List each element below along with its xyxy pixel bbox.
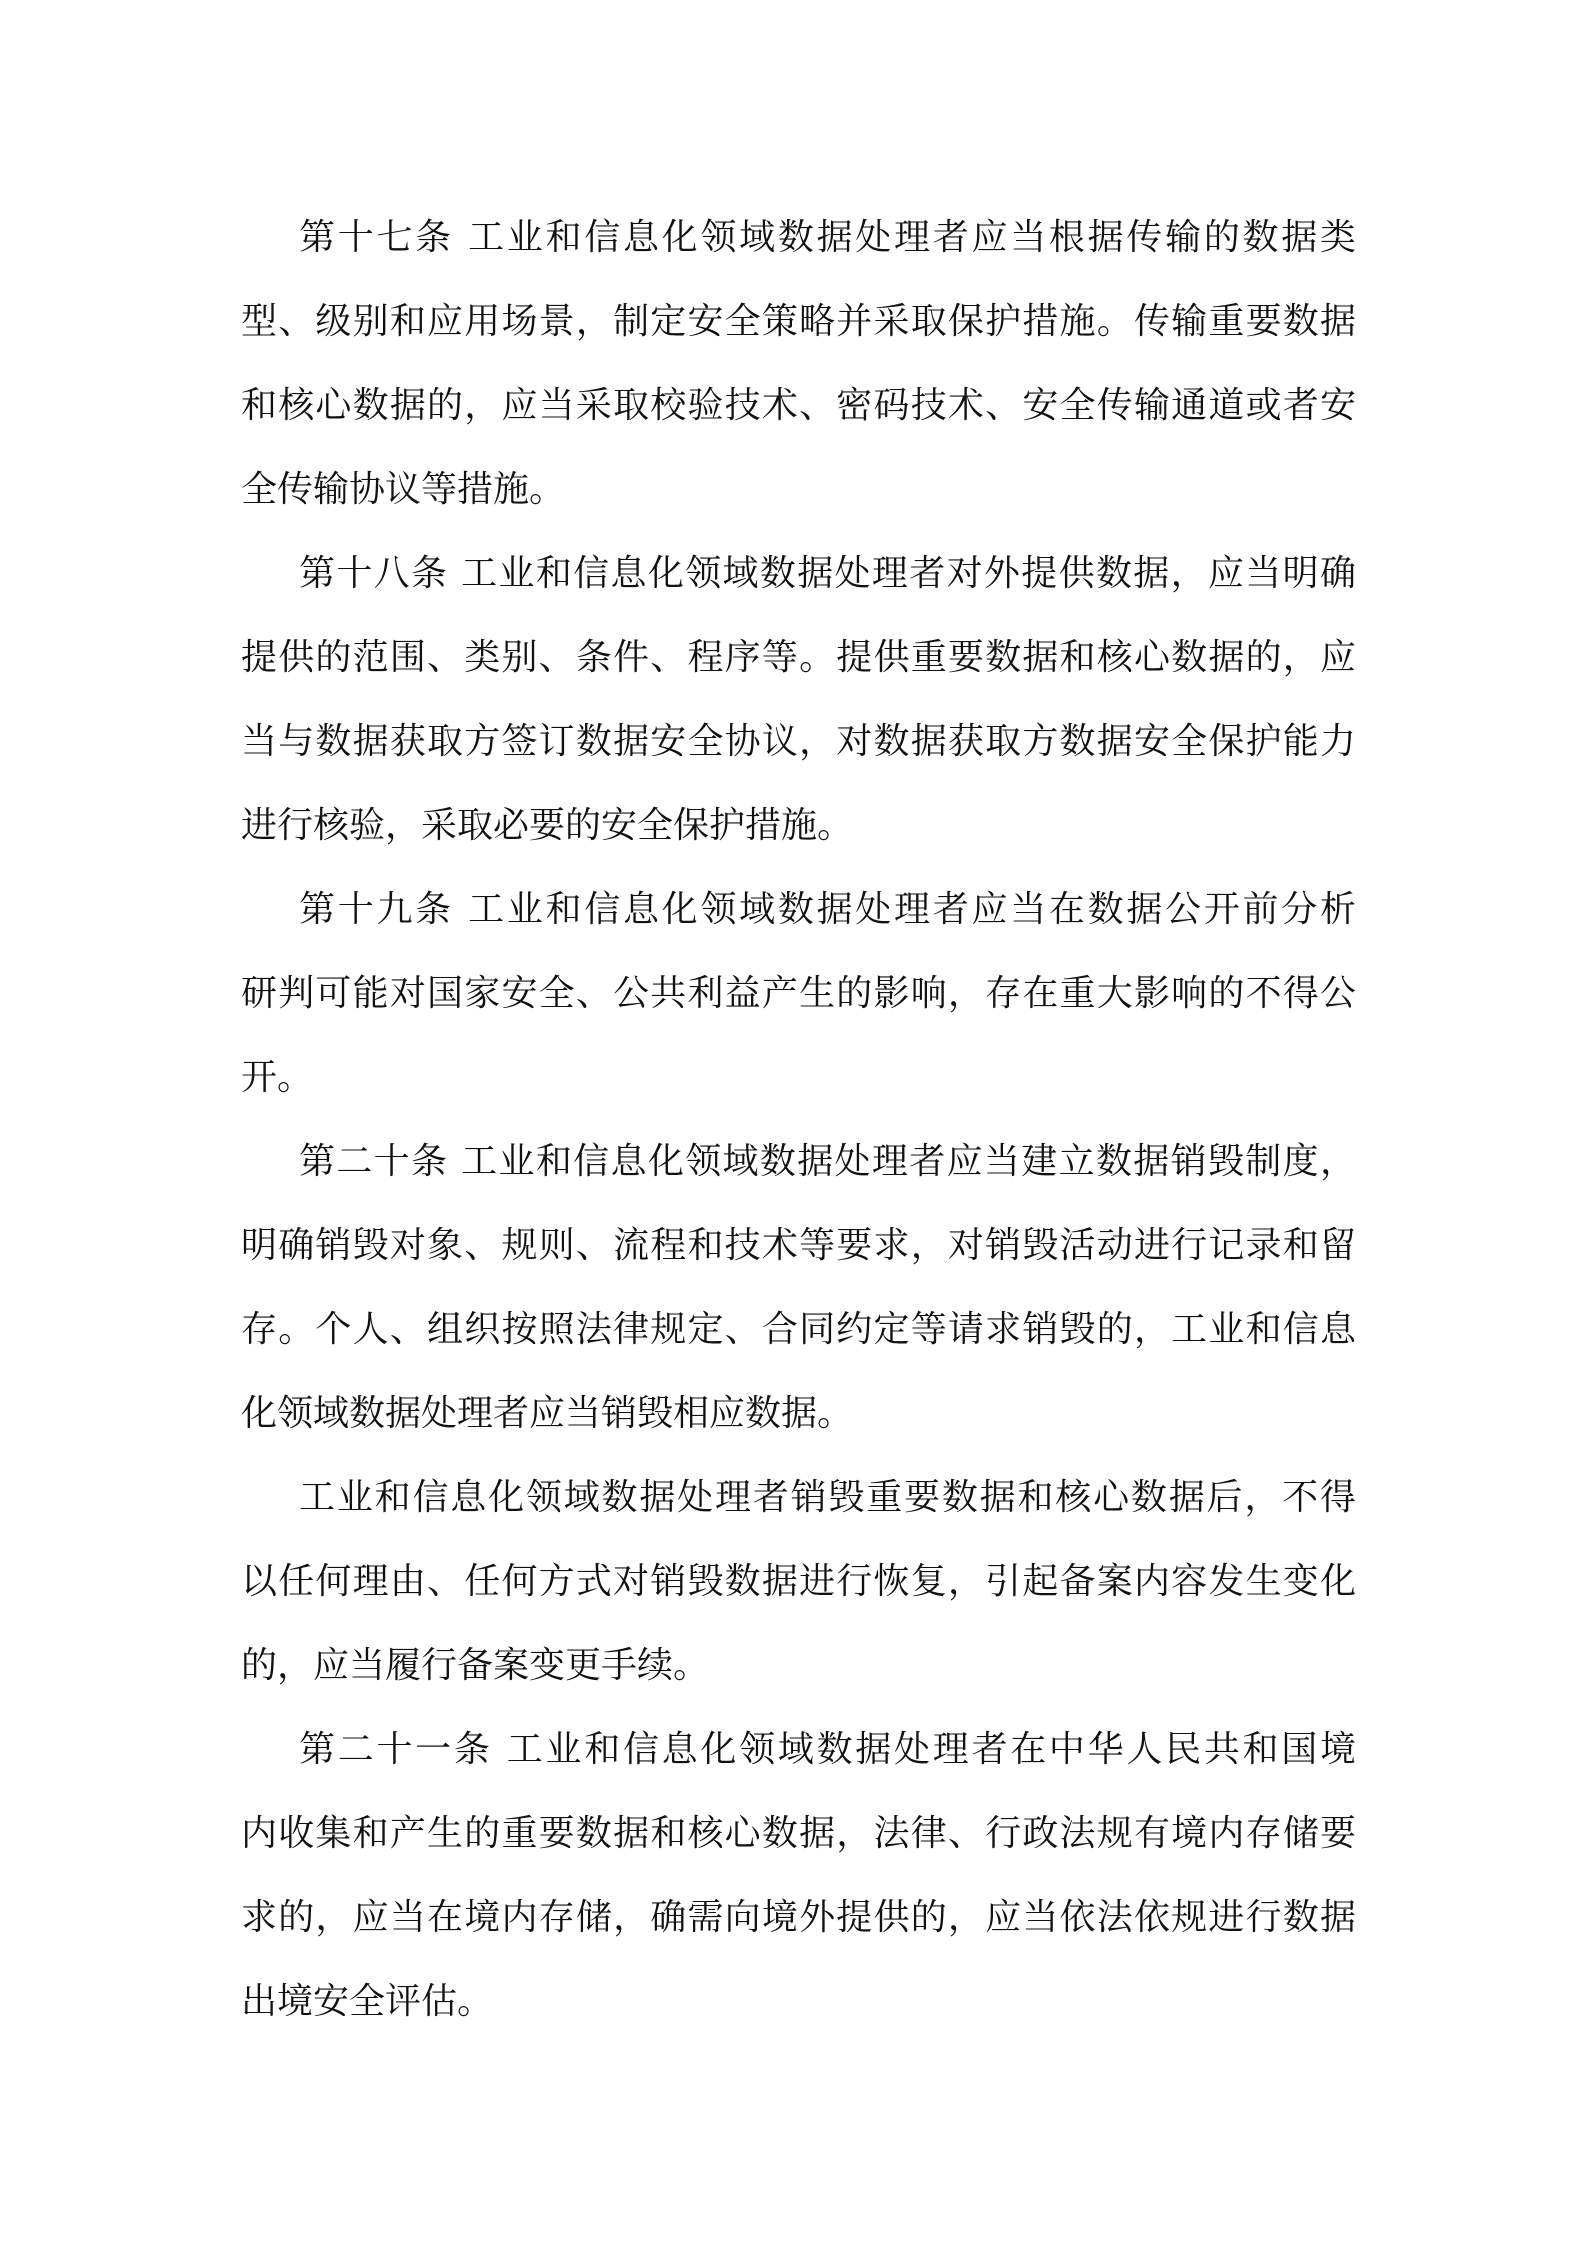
text-line: 第二十一条 工业和信息化领域数据处理者在中华人民共和国境 bbox=[299, 1729, 1356, 1770]
text-line: 进行核验，采取必要的安全保护措施。 bbox=[241, 805, 854, 846]
text-line: 内收集和产生的重要数据和核心数据，法律、行政法规有境内存储要 bbox=[241, 1813, 1356, 1854]
text-line: 当与数据获取方签订数据安全协议，对数据获取方数据安全保护能力 bbox=[241, 721, 1356, 762]
paragraph-article-19 bbox=[241, 868, 1356, 1120]
document-page bbox=[241, 196, 1356, 2044]
text-line: 和核心数据的，应当采取校验技术、密码技术、安全传输通道或者安 bbox=[241, 385, 1356, 426]
text-line: 工业和信息化领域数据处理者销毁重要数据和核心数据后，不得 bbox=[299, 1477, 1356, 1518]
text-line: 求的，应当在境内存储，确需向境外提供的，应当依法依规进行数据 bbox=[241, 1897, 1356, 1938]
text-line: 第十七条 工业和信息化领域数据处理者应当根据传输的数据类 bbox=[299, 217, 1356, 258]
text-line: 开。 bbox=[241, 1057, 314, 1098]
text-line: 提供的范围、类别、条件、程序等。提供重要数据和核心数据的，应 bbox=[241, 637, 1356, 678]
paragraph-article-21 bbox=[241, 1708, 1356, 2044]
paragraph-article-18 bbox=[241, 532, 1356, 868]
text-line: 第二十条 工业和信息化领域数据处理者应当建立数据销毁制度， bbox=[299, 1141, 1356, 1182]
text-line: 全传输协议等措施。 bbox=[241, 469, 566, 510]
text-line: 型、级别和应用场景，制定安全策略并采取保护措施。传输重要数据 bbox=[241, 301, 1356, 342]
text-line: 以任何理由、任何方式对销毁数据进行恢复，引起备案内容发生变化 bbox=[241, 1561, 1356, 1602]
paragraph-article-20 bbox=[241, 1120, 1356, 1456]
text-line: 第十八条 工业和信息化领域数据处理者对外提供数据，应当明确 bbox=[299, 553, 1356, 594]
text-line: 研判可能对国家安全、公共利益产生的影响，存在重大影响的不得公 bbox=[241, 973, 1356, 1014]
text-line: 明确销毁对象、规则、流程和技术等要求，对销毁活动进行记录和留 bbox=[241, 1225, 1356, 1266]
text-line: 存。个人、组织按照法律规定、合同约定等请求销毁的，工业和信息 bbox=[241, 1309, 1356, 1350]
text-line: 第十九条 工业和信息化领域数据处理者应当在数据公开前分析 bbox=[299, 889, 1356, 930]
text-line: 化领域数据处理者应当销毁相应数据。 bbox=[241, 1393, 854, 1434]
paragraph-article-20-continued bbox=[241, 1456, 1356, 1708]
text-line: 的，应当履行备案变更手续。 bbox=[241, 1645, 710, 1686]
paragraph-article-17 bbox=[241, 196, 1356, 532]
text-line: 出境安全评估。 bbox=[241, 1981, 494, 2022]
